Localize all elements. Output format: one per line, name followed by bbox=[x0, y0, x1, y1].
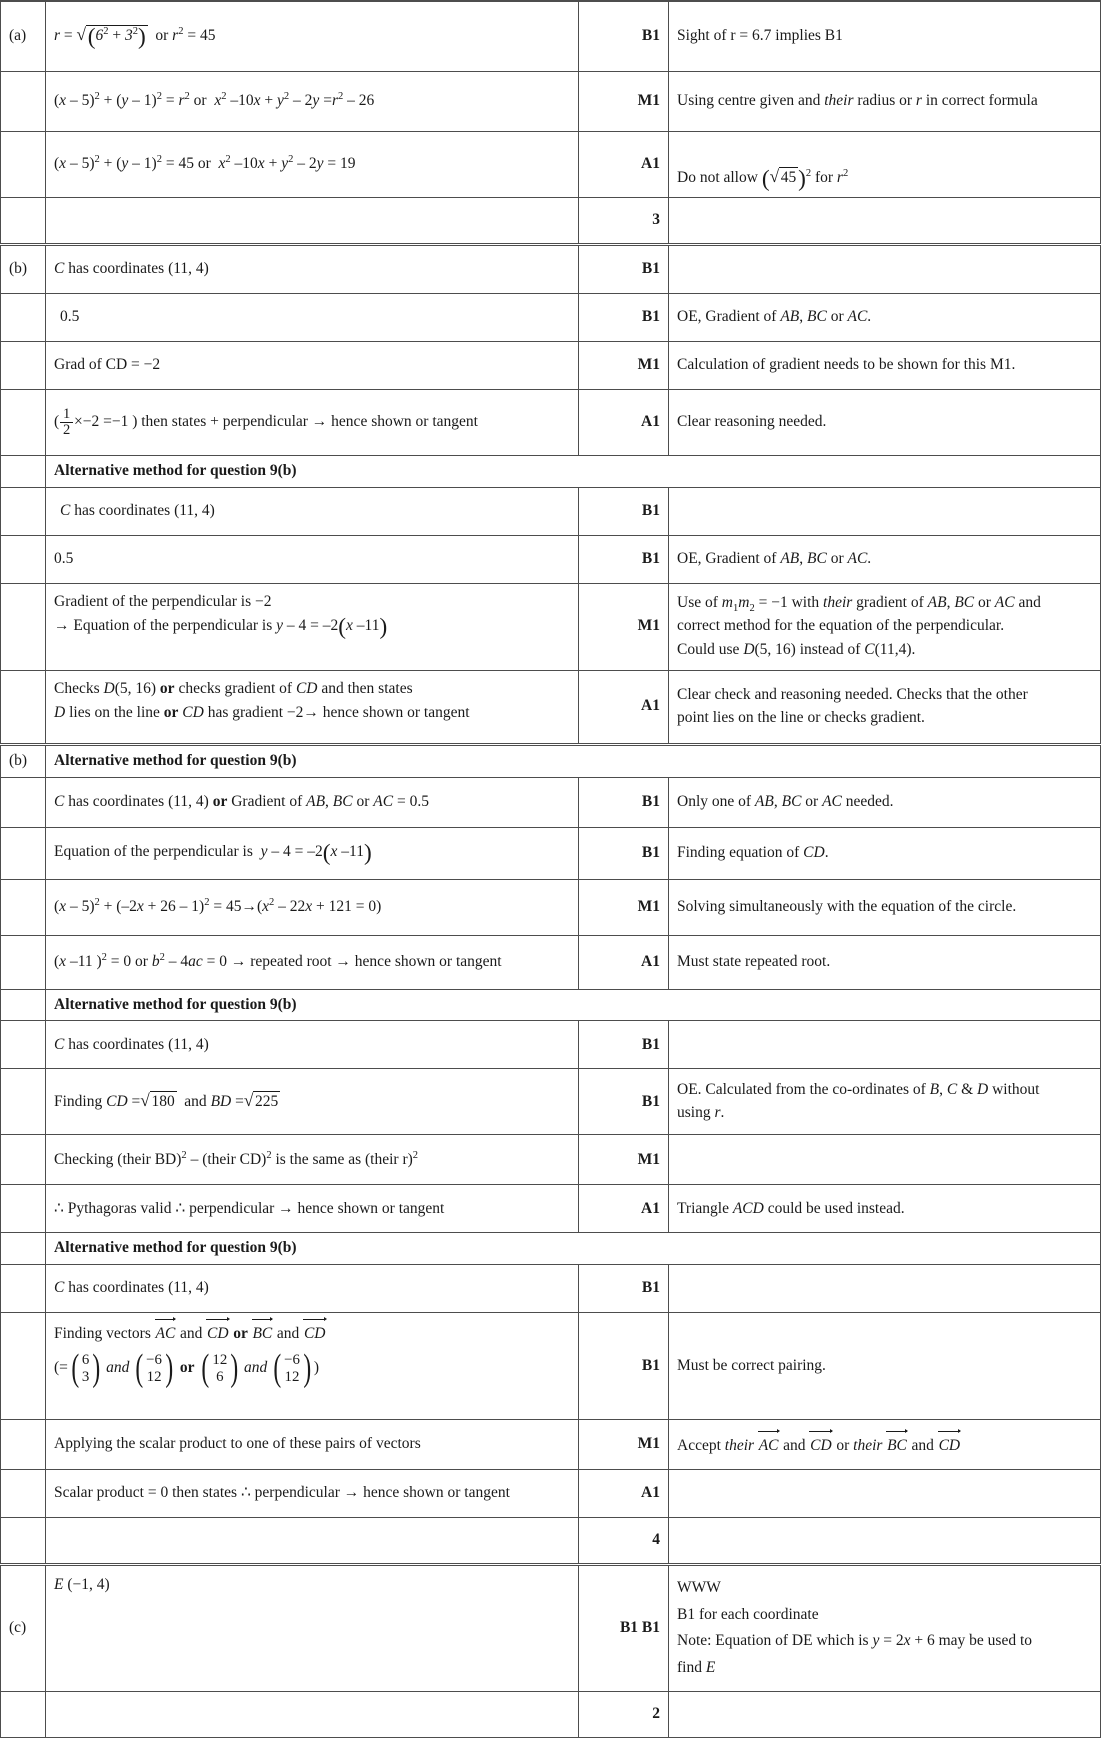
column-vector-4: ( −6 12 ) bbox=[273, 1346, 311, 1389]
row-part-label bbox=[1, 1692, 46, 1738]
table-row bbox=[1, 294, 1101, 342]
row-part-label bbox=[1, 777, 46, 827]
comment-prefix: OE, Gradient of bbox=[677, 549, 777, 567]
table-row bbox=[1, 1565, 1101, 1692]
table-row bbox=[1, 245, 1101, 294]
comment-suffix: for bbox=[814, 169, 834, 187]
row-mark: A1 bbox=[579, 670, 669, 744]
colvec-bottom: 12 bbox=[146, 1368, 162, 1385]
row-part-label bbox=[1, 456, 46, 488]
vector-bc: BC bbox=[252, 1325, 273, 1343]
table-row bbox=[1, 935, 1101, 989]
table-row bbox=[1, 487, 1101, 535]
row-mark: B1 bbox=[579, 1021, 669, 1069]
row-mark: M1 bbox=[579, 583, 669, 670]
comment-line-1: WWW bbox=[677, 1579, 721, 1597]
answer-text: has coordinates (11, 4) bbox=[68, 1279, 209, 1297]
vectors-prefix: Finding vectors bbox=[54, 1325, 151, 1343]
row-part-label bbox=[1, 294, 46, 342]
row-part-label bbox=[1, 670, 46, 744]
vector-cd-2: CD bbox=[303, 1325, 326, 1343]
gradient-ac: AC bbox=[847, 549, 868, 567]
gradient-ab: AB bbox=[754, 792, 774, 810]
radicand: 45 bbox=[780, 169, 797, 187]
comment-line-1: Clear check and reasoning needed. Checks that the other bbox=[677, 685, 1028, 703]
row-comment: Solving simultaneously with the equation of the circle. bbox=[669, 879, 1101, 935]
colvec-bottom: 6 bbox=[216, 1368, 224, 1385]
row-mark: B1 bbox=[579, 294, 669, 342]
comment-suffix: . bbox=[824, 843, 829, 861]
vector-ac: AC bbox=[758, 1436, 779, 1454]
row-part-label: (c) bbox=[1, 1565, 46, 1692]
table-row bbox=[1, 1265, 1101, 1313]
row-mark: B1 bbox=[579, 535, 669, 583]
row-part-label bbox=[1, 342, 46, 390]
fraction-numerator: 1 bbox=[62, 405, 71, 422]
row-part-label bbox=[1, 1069, 46, 1135]
row-answer: C has coordinates (11, 4) or Gradient of AB, BC or AC = 0.5 bbox=[46, 777, 579, 827]
gradient-bc: BC bbox=[807, 549, 827, 567]
answer-text: (−1, 4) bbox=[67, 1576, 110, 1594]
row-mark: B1 bbox=[579, 1313, 669, 1420]
row-answer bbox=[46, 198, 579, 245]
row-comment: Clear reasoning needed. bbox=[669, 390, 1101, 456]
answer-line-1: Checks D(5, 16) or checks gradient of CD and then states bbox=[54, 679, 413, 697]
row-mark: A1 bbox=[579, 132, 669, 198]
row-mark: M1 bbox=[579, 72, 669, 132]
table-row bbox=[1, 1420, 1101, 1470]
answer-line-colvectors: (= ( 6 3 ) and ( −6 12 ) or ( 12 6 ) and ( −6 12 ) ) bbox=[54, 1346, 320, 1389]
answer-line-1: Gradient of the perpendicular is −2 bbox=[54, 592, 272, 610]
comment-prefix: OE, Gradient of bbox=[677, 308, 777, 326]
comment-var: r bbox=[836, 169, 843, 187]
table-row bbox=[1, 342, 1101, 390]
colvec-top: 6 bbox=[81, 1351, 90, 1368]
colvec-bottom: 3 bbox=[81, 1368, 90, 1385]
row-part-label bbox=[1, 827, 46, 879]
gradient-bc: BC bbox=[781, 792, 802, 810]
row-comment: Sight of r = 6.7 implies B1 bbox=[669, 1, 1101, 72]
row-answer: 0.5 bbox=[46, 535, 579, 583]
row-part-label bbox=[1, 935, 46, 989]
row-comment: OE, Gradient of AB, BC or AC. bbox=[669, 535, 1101, 583]
row-answer bbox=[46, 670, 579, 744]
table-row bbox=[1, 72, 1101, 132]
comment-prefix: Finding equation of bbox=[677, 843, 800, 861]
row-answer: Applying the scalar product to one of these pairs of vectors bbox=[46, 1420, 579, 1470]
comment-prefix: Triangle bbox=[677, 1199, 729, 1217]
comment-line-2: using r. bbox=[677, 1104, 725, 1122]
row-comment: Do not allow ( √ 45)$^2$ for $r^2$ bbox=[669, 132, 1101, 198]
row-part-label bbox=[1, 390, 46, 456]
row-mark: B1 bbox=[579, 827, 669, 879]
row-answer: Scalar product = 0 then states ∴ perpendicular → hence shown or tangent bbox=[46, 1470, 579, 1518]
row-mark: A1 bbox=[579, 390, 669, 456]
table-row bbox=[1, 1185, 1101, 1233]
row-answer: ∴ Pythagoras valid ∴ perpendicular → hence shown or tangent bbox=[46, 1185, 579, 1233]
row-mark: B1 bbox=[579, 245, 669, 294]
row-part-label bbox=[1, 583, 46, 670]
row-mark: A1 bbox=[579, 935, 669, 989]
row-comment bbox=[669, 1265, 1101, 1313]
row-answer bbox=[46, 1692, 579, 1738]
row-comment bbox=[669, 487, 1101, 535]
vector-bc: BC bbox=[887, 1436, 907, 1454]
row-comment bbox=[669, 1565, 1101, 1692]
row-part-label bbox=[1, 198, 46, 245]
row-answer bbox=[46, 1565, 579, 1692]
row-answer bbox=[46, 1021, 579, 1069]
row-mark-total: 3 bbox=[579, 198, 669, 245]
row-part-label bbox=[1, 1135, 46, 1185]
vector-cd: CD bbox=[810, 1436, 832, 1454]
gradient-ac: AC bbox=[822, 792, 842, 810]
row-part-label bbox=[1, 879, 46, 935]
row-answer: (x –11 )$^2$ = 0 or $b^2 - 4ac = 0$ → repeated root → hence shown or tangent bbox=[46, 935, 579, 989]
row-comment bbox=[669, 245, 1101, 294]
column-vector-2: ( −6 12 ) bbox=[135, 1346, 173, 1389]
alt-method-header: Alternative method for question 9(b) bbox=[46, 744, 1101, 777]
row-comment bbox=[669, 1692, 1101, 1738]
gradient-ab: AB bbox=[780, 549, 800, 567]
answer-line-2: D lies on the line or CD has gradient −2→ hence shown or tangent bbox=[54, 703, 470, 721]
row-part-label bbox=[1, 132, 46, 198]
row-part-label bbox=[1, 535, 46, 583]
bd-value: 225 bbox=[255, 1093, 279, 1111]
table-row-total bbox=[1, 1692, 1101, 1738]
comment-line-1: OE. Calculated from the co-ordinates of B, C & D without bbox=[677, 1080, 1040, 1098]
row-mark: A1 bbox=[579, 1185, 669, 1233]
row-comment bbox=[669, 198, 1101, 245]
row-part-label bbox=[1, 1233, 46, 1265]
table-row bbox=[1, 1313, 1101, 1420]
row-answer: Finding CD = √ 180 and BD = √ 225 bbox=[46, 1069, 579, 1135]
table-row-alt-header bbox=[1, 456, 1101, 488]
row-answer: r = √ $(6^2 + 3^2)$ or $r^2 = 45$ bbox=[46, 1, 579, 72]
row-comment bbox=[669, 1185, 1101, 1233]
answer-var: C bbox=[54, 1035, 65, 1053]
row-mark: B1 B1 bbox=[579, 1565, 669, 1692]
table-row bbox=[1, 583, 1101, 670]
row-answer: $(x - 5)^2 + (y - 1)^2 = r^2$ or $x^2$ $-10x + y^2 - 2y =r^2 - 26$ bbox=[46, 72, 579, 132]
table-row bbox=[1, 827, 1101, 879]
row-answer: Checking (their BD)$^2$ – (their CD)$^2$ is the same as (their r)$^2$ bbox=[46, 1135, 579, 1185]
row-part-label bbox=[1, 1021, 46, 1069]
comment-line-2: B1 for each coordinate bbox=[677, 1605, 819, 1623]
table-row bbox=[1, 535, 1101, 583]
row-comment bbox=[669, 583, 1101, 670]
answer-var: E bbox=[54, 1576, 64, 1594]
row-comment bbox=[669, 827, 1101, 879]
row-mark: B1 bbox=[579, 1069, 669, 1135]
comment-line-3: Could use D(5, 16) instead of C(11,4). bbox=[677, 641, 916, 659]
comment-line3-post: may be used to bbox=[938, 1632, 1033, 1650]
vector-cd: CD bbox=[207, 1325, 229, 1343]
row-comment bbox=[669, 1135, 1101, 1185]
comment-line4-var: E bbox=[705, 1658, 716, 1676]
fraction-denominator: 2 bbox=[60, 422, 73, 438]
vector-ac: AC bbox=[155, 1325, 176, 1343]
colvec-top: −6 bbox=[284, 1351, 300, 1368]
row-comment bbox=[669, 1470, 1101, 1518]
row-part-label bbox=[1, 1420, 46, 1470]
row-answer bbox=[46, 487, 579, 535]
comment-var: ACD bbox=[732, 1199, 764, 1217]
table-row bbox=[1, 1021, 1101, 1069]
table-row bbox=[1, 1069, 1101, 1135]
comment-line4-pre: find bbox=[677, 1658, 702, 1676]
alt-method-header: Alternative method for question 9(b) bbox=[46, 456, 1101, 488]
row-mark-total: 2 bbox=[579, 1692, 669, 1738]
row-comment bbox=[669, 1069, 1101, 1135]
row-part-label bbox=[1, 1518, 46, 1565]
table-row bbox=[1, 777, 1101, 827]
row-mark: B1 bbox=[579, 1265, 669, 1313]
row-mark: M1 bbox=[579, 342, 669, 390]
gradient-ac: AC bbox=[847, 308, 868, 326]
row-mark: B1 bbox=[579, 1, 669, 72]
comment-line-4 bbox=[677, 1657, 1092, 1679]
comment-suffix: needed. bbox=[845, 792, 894, 810]
answer-tail: ×−2 =−1 ) then states + perpendicular → hence shown or tangent bbox=[73, 412, 478, 430]
column-vector-1: ( 6 3 ) bbox=[70, 1346, 101, 1389]
row-comment: Calculation of gradient needs to be shown for this M1. bbox=[669, 342, 1101, 390]
alt-method-header: Alternative method for question 9(b) bbox=[46, 989, 1101, 1021]
row-comment: Accept their AC and CD or their BC and CD bbox=[669, 1420, 1101, 1470]
comment-line3-pre: Note: Equation of DE which is bbox=[677, 1632, 869, 1650]
row-part-label bbox=[1, 1185, 46, 1233]
row-comment: Only one of AB, BC or AC needed. bbox=[669, 777, 1101, 827]
gradient-ab: AB bbox=[780, 308, 800, 326]
comment-line-1: Use of $m_1m_2 = -1$ with their gradient of AB, BC or AC and bbox=[677, 593, 1041, 614]
colvec-top: −6 bbox=[146, 1351, 162, 1368]
comment-suffix: could be used instead. bbox=[767, 1199, 905, 1217]
row-part-label bbox=[1, 1265, 46, 1313]
cd-value: 180 bbox=[151, 1093, 175, 1111]
row-answer bbox=[46, 1518, 579, 1565]
answer-var: C bbox=[54, 1279, 65, 1297]
row-comment bbox=[669, 1518, 1101, 1565]
comment-line-2: point lies on the line or checks gradient. bbox=[677, 709, 925, 727]
colvec-top: 12 bbox=[212, 1351, 228, 1368]
row-mark: M1 bbox=[579, 879, 669, 935]
table-row bbox=[1, 1135, 1101, 1185]
row-comment: Using centre given and their radius or r in correct formula bbox=[669, 72, 1101, 132]
table-row-total bbox=[1, 1518, 1101, 1565]
row-mark: M1 bbox=[579, 1420, 669, 1470]
row-answer: $(x - 5)^2 + (-2x + 26 - 1)^2 = 45\to(x^2 - 22x + 121 = 0)$ bbox=[46, 879, 579, 935]
comment-prefix: Only one of bbox=[677, 792, 752, 810]
row-comment: Must state repeated root. bbox=[669, 935, 1101, 989]
table-row bbox=[1, 132, 1101, 198]
table-row bbox=[1, 1470, 1101, 1518]
row-part-label bbox=[1, 989, 46, 1021]
comment-line-2: correct method for the equation of the perpendicular. bbox=[677, 617, 1005, 635]
answer-text: has coordinates (11, 4) bbox=[68, 1035, 209, 1053]
row-answer bbox=[46, 1313, 579, 1420]
row-answer bbox=[46, 583, 579, 670]
row-part-label: (a) bbox=[1, 1, 46, 72]
row-mark: A1 bbox=[579, 1470, 669, 1518]
row-mark: B1 bbox=[579, 487, 669, 535]
row-comment: OE, Gradient of AB, BC or AC. bbox=[669, 294, 1101, 342]
table-row bbox=[1, 1, 1101, 72]
table-row-alt-header bbox=[1, 1233, 1101, 1265]
row-part-label: (b) bbox=[1, 245, 46, 294]
row-answer: 0.5 bbox=[46, 294, 579, 342]
row-answer: ( $\frac{1}{2}$ ×−2 =−1 ) then states + perpendicular → hence shown or tangent bbox=[46, 390, 579, 456]
table-row-alt-header bbox=[1, 744, 1101, 777]
answer-text: has coordinates (11, 4) bbox=[68, 260, 209, 278]
answer-var: C bbox=[60, 501, 71, 519]
alt-method-header: Alternative method for question 9(b) bbox=[46, 1233, 1101, 1265]
row-part-label bbox=[1, 1470, 46, 1518]
answer-line-vectors: Finding vectors AC and CD or BC and CD bbox=[54, 1325, 326, 1343]
table-row-total bbox=[1, 198, 1101, 245]
table-row bbox=[1, 670, 1101, 744]
row-part-label bbox=[1, 72, 46, 132]
row-answer bbox=[46, 1265, 579, 1313]
table-row bbox=[1, 390, 1101, 456]
comment-prefix: Accept bbox=[677, 1436, 721, 1454]
colvec-bottom: 12 bbox=[284, 1368, 300, 1385]
answer-text: has coordinates (11, 4) bbox=[74, 501, 215, 519]
vector-cd-2: CD bbox=[938, 1436, 961, 1454]
row-part-label bbox=[1, 487, 46, 535]
row-part-label bbox=[1, 1313, 46, 1420]
row-mark: B1 bbox=[579, 777, 669, 827]
gradient-bc: BC bbox=[807, 308, 827, 326]
answer-line-2: → Equation of the perpendicular is y – 4 = –2(x –11) bbox=[54, 613, 388, 640]
comment-var: CD bbox=[803, 843, 825, 861]
row-answer: (x – 5)$^2$ + (y – 1)$^2$ = 45 or $x^2$ $-10x + y^2 - 2y = 19$ bbox=[46, 132, 579, 198]
table-row bbox=[1, 879, 1101, 935]
row-mark: M1 bbox=[579, 1135, 669, 1185]
row-mark-total: 4 bbox=[579, 1518, 669, 1565]
row-answer: Grad of CD = −2 bbox=[46, 342, 579, 390]
row-part-label: (b) bbox=[1, 744, 46, 777]
table-row-alt-header bbox=[1, 989, 1101, 1021]
column-vector-3: ( 12 6 ) bbox=[201, 1346, 239, 1389]
row-comment: Must be correct pairing. bbox=[669, 1313, 1101, 1420]
answer-var: C bbox=[54, 260, 65, 278]
row-answer: Equation of the perpendicular is y – 4 = –2(x –11) bbox=[46, 827, 579, 879]
row-answer bbox=[46, 245, 579, 294]
comment-prefix: Do not allow bbox=[677, 169, 758, 187]
row-comment bbox=[669, 1021, 1101, 1069]
row-comment bbox=[669, 670, 1101, 744]
comment-line-3: Note: Equation of DE which is y = 2x + 6 may be used to bbox=[677, 1632, 1033, 1650]
